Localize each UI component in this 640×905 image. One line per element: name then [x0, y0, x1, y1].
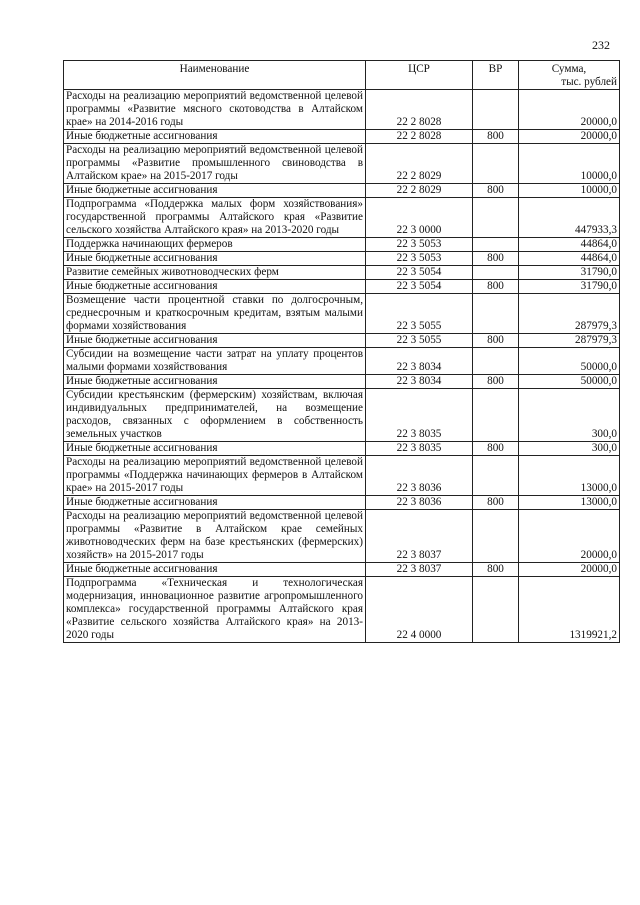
- header-sum: [519, 61, 620, 90]
- row-vr-cell: [473, 198, 519, 238]
- row-csr-cell: 22 3 8034: [366, 375, 473, 389]
- table-row: [64, 334, 620, 348]
- table-row: [64, 563, 620, 577]
- row-name-cell: Иные бюджетные ассигнования: [64, 496, 366, 510]
- row-csr-cell: 22 3 8036: [366, 456, 473, 496]
- row-sum-cell: 20000,0: [519, 90, 620, 130]
- table-row: [64, 266, 620, 280]
- row-sum-cell: 1319921,2: [519, 577, 620, 643]
- page-number: 232: [592, 38, 610, 52]
- row-vr-cell: [473, 294, 519, 334]
- row-sum-cell: 10000,0: [519, 144, 620, 184]
- table-row: [64, 577, 620, 643]
- row-vr-cell: 800: [473, 130, 519, 144]
- row-csr-cell: 22 3 5055: [366, 334, 473, 348]
- table-row: [64, 184, 620, 198]
- row-vr-cell: [473, 510, 519, 563]
- row-vr-cell: 800: [473, 252, 519, 266]
- row-sum-cell: 13000,0: [519, 456, 620, 496]
- row-name-cell: Подпрограмма «Техническая и технологическая модернизация, инновационное развитие агропромышленного комплекса» государственной программы Алтайского края «Развитие сельского хозяйства Алтайского края» на 2013-2020 годы: [64, 577, 366, 643]
- table-row: [64, 348, 620, 375]
- table-row: [64, 144, 620, 184]
- row-name-cell: Расходы на реализацию мероприятий ведомственной целевой программы «Поддержка начинающих фермеров в Алтайском крае» на 2015-2017 годы: [64, 456, 366, 496]
- table-row: [64, 130, 620, 144]
- row-csr-cell: 22 3 5053: [366, 252, 473, 266]
- row-csr-cell: 22 3 8036: [366, 496, 473, 510]
- row-name-cell: Иные бюджетные ассигнования: [64, 375, 366, 389]
- table-row: [64, 496, 620, 510]
- row-sum-cell: 287979,3: [519, 334, 620, 348]
- header-name: Наименование: [64, 61, 366, 90]
- table-row: [64, 280, 620, 294]
- row-name-cell: Иные бюджетные ассигнования: [64, 280, 366, 294]
- row-sum-cell: 447933,3: [519, 198, 620, 238]
- row-name-cell: Иные бюджетные ассигнования: [64, 184, 366, 198]
- row-csr-cell: 22 2 8028: [366, 130, 473, 144]
- row-vr-cell: [473, 90, 519, 130]
- row-name-cell: Субсидии на возмещение части затрат на уплату процентов малыми формами хозяйствования: [64, 348, 366, 375]
- row-sum-cell: 287979,3: [519, 294, 620, 334]
- row-vr-cell: 800: [473, 280, 519, 294]
- row-sum-cell: 31790,0: [519, 266, 620, 280]
- row-vr-cell: 800: [473, 563, 519, 577]
- table-row: [64, 375, 620, 389]
- row-name-cell: Подпрограмма «Поддержка малых форм хозяйствования» государственной программы Алтайского края «Развитие сельского хозяйства Алтайского края» на 2013-2020 годы: [64, 198, 366, 238]
- row-csr-cell: 22 3 8034: [366, 348, 473, 375]
- row-sum-cell: 31790,0: [519, 280, 620, 294]
- row-csr-cell: 22 3 8035: [366, 389, 473, 442]
- row-vr-cell: [473, 456, 519, 496]
- row-vr-cell: [473, 389, 519, 442]
- table-row: [64, 252, 620, 266]
- row-vr-cell: 800: [473, 496, 519, 510]
- row-sum-cell: 50000,0: [519, 348, 620, 375]
- row-vr-cell: 800: [473, 334, 519, 348]
- row-csr-cell: 22 4 0000: [366, 577, 473, 643]
- row-csr-cell: 22 3 8035: [366, 442, 473, 456]
- row-csr-cell: 22 3 5055: [366, 294, 473, 334]
- row-name-cell: Развитие семейных животноводческих ферм: [64, 266, 366, 280]
- row-sum-cell: 10000,0: [519, 184, 620, 198]
- row-sum-cell: 300,0: [519, 442, 620, 456]
- row-csr-cell: 22 2 8028: [366, 90, 473, 130]
- table-row: [64, 442, 620, 456]
- row-vr-cell: [473, 348, 519, 375]
- row-csr-cell: 22 3 8037: [366, 563, 473, 577]
- row-vr-cell: [473, 238, 519, 252]
- row-vr-cell: [473, 144, 519, 184]
- row-name-cell: Иные бюджетные ассигнования: [64, 334, 366, 348]
- row-sum-cell: 20000,0: [519, 130, 620, 144]
- row-name-cell: Расходы на реализацию мероприятий ведомственной целевой программы «Развитие мясного скотоводства в Алтайском крае» на 2014-2016 годы: [64, 90, 366, 130]
- row-name-cell: Расходы на реализацию мероприятий ведомственной целевой программы «Развитие промышленного свиноводства в Алтайском крае» на 2015-2017 годы: [64, 144, 366, 184]
- row-csr-cell: 22 3 5054: [366, 280, 473, 294]
- row-sum-cell: 44864,0: [519, 252, 620, 266]
- header-sum-line1: Сумма,: [551, 63, 587, 75]
- table-row: [64, 294, 620, 334]
- table-row: [64, 456, 620, 496]
- table-header-row: [64, 61, 620, 90]
- row-csr-cell: 22 3 5054: [366, 266, 473, 280]
- row-sum-cell: 20000,0: [519, 510, 620, 563]
- row-name-cell: Возмещение части процентной ставки по долгосрочным, среднесрочным и краткосрочным кредитам, взятым малыми формами хозяйствования: [64, 294, 366, 334]
- row-csr-cell: 22 2 8029: [366, 144, 473, 184]
- table-row: [64, 90, 620, 130]
- table-row: [64, 389, 620, 442]
- table-row: [64, 238, 620, 252]
- row-vr-cell: 800: [473, 442, 519, 456]
- row-name-cell: Расходы на реализацию мероприятий ведомственной целевой программы «Развитие в Алтайском крае семейных животноводческих ферм на базе крестьянских (фермерских) хозяйств» на 2015-2017 годы: [64, 510, 366, 563]
- row-vr-cell: [473, 577, 519, 643]
- row-csr-cell: 22 3 0000: [366, 198, 473, 238]
- row-sum-cell: 13000,0: [519, 496, 620, 510]
- row-name-cell: Поддержка начинающих фермеров: [64, 238, 366, 252]
- row-name-cell: Субсидии крестьянским (фермерским) хозяйствам, включая индивидуальных предпринимателей, на возмещение расходов, связанных с оформлением в собственность земельных участков: [64, 389, 366, 442]
- row-name-cell: Иные бюджетные ассигнования: [64, 252, 366, 266]
- row-csr-cell: 22 3 5053: [366, 238, 473, 252]
- row-vr-cell: 800: [473, 375, 519, 389]
- row-name-cell: Иные бюджетные ассигнования: [64, 442, 366, 456]
- row-vr-cell: [473, 266, 519, 280]
- header-csr: ЦСР: [366, 61, 473, 90]
- table-row: [64, 198, 620, 238]
- header-vr: ВР: [473, 61, 519, 90]
- row-name-cell: Иные бюджетные ассигнования: [64, 130, 366, 144]
- header-sum-line2: тыс. рублей: [561, 76, 617, 88]
- row-sum-cell: 44864,0: [519, 238, 620, 252]
- row-sum-cell: 20000,0: [519, 563, 620, 577]
- row-csr-cell: 22 3 8037: [366, 510, 473, 563]
- row-vr-cell: 800: [473, 184, 519, 198]
- row-sum-cell: 50000,0: [519, 375, 620, 389]
- table-row: [64, 510, 620, 563]
- row-csr-cell: 22 2 8029: [366, 184, 473, 198]
- table-body: [64, 90, 620, 643]
- row-name-cell: Иные бюджетные ассигнования: [64, 563, 366, 577]
- row-sum-cell: 300,0: [519, 389, 620, 442]
- budget-table: [63, 60, 620, 643]
